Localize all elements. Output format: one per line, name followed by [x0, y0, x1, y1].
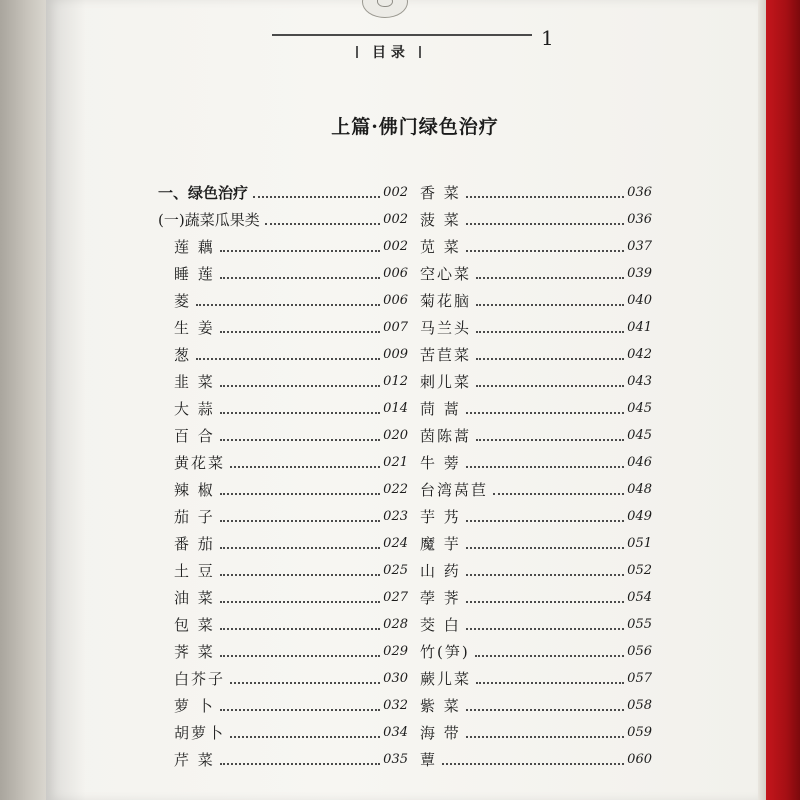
- toc-entry-label: 番 茄: [174, 535, 215, 553]
- toc-entry-page: 023: [383, 509, 408, 524]
- header-title: 目 录: [372, 45, 405, 61]
- toc-entry-label: 蕈: [420, 751, 438, 769]
- toc-entry: [420, 662, 652, 689]
- toc-entry-page: 007: [383, 320, 408, 335]
- toc-entry: [158, 581, 408, 608]
- toc-entry: [420, 203, 652, 230]
- toc-entry-label: 生 姜: [174, 319, 215, 337]
- toc-entry: [420, 608, 652, 635]
- toc-entry-page: 055: [627, 617, 652, 632]
- toc-dot-leader: [466, 412, 624, 414]
- toc-entry: [158, 392, 408, 419]
- toc-entry-label: 香 菜: [420, 184, 461, 202]
- toc-entry-label: 海 带: [420, 724, 461, 742]
- toc-dot-leader: [466, 601, 624, 603]
- toc-entry-page: 059: [627, 725, 652, 740]
- toc-entry: [158, 527, 408, 554]
- toc-entry-page: 054: [627, 590, 652, 605]
- toc-entry-page: 020: [383, 428, 408, 443]
- toc-entry-page: 002: [383, 185, 408, 200]
- toc-entry-label: 牛 蒡: [420, 454, 461, 472]
- toc-dot-leader: [220, 763, 380, 765]
- toc-entry-label: 包 菜: [174, 616, 215, 634]
- toc-entry: [158, 662, 408, 689]
- toc-entry-label: 苦苣菜: [420, 346, 472, 364]
- toc-entry-page: 025: [383, 563, 408, 578]
- toc-entry: [158, 176, 408, 203]
- toc-entry-label: 蕨儿菜: [420, 670, 472, 688]
- toc-dot-leader: [466, 223, 624, 225]
- toc-entry-page: 056: [627, 644, 652, 659]
- toc-entry: [420, 635, 652, 662]
- toc-dot-leader: [220, 385, 380, 387]
- toc-entry: [420, 500, 652, 527]
- toc-dot-leader: [220, 439, 380, 441]
- toc-entry-page: 002: [383, 212, 408, 227]
- toc-entry-page: 042: [627, 347, 652, 362]
- toc-entry-label: 茄 子: [174, 508, 215, 526]
- toc-entry-label: 睡 莲: [174, 265, 215, 283]
- toc-dot-leader: [476, 304, 624, 306]
- toc-dot-leader: [476, 358, 624, 360]
- toc-entry-page: 048: [627, 482, 652, 497]
- toc-entry-label: 刺儿菜: [420, 373, 472, 391]
- toc-entry: [158, 716, 408, 743]
- toc-entry-label: 辣 椒: [174, 481, 215, 499]
- toc-entry-page: 022: [383, 482, 408, 497]
- toc-entry-page: 030: [383, 671, 408, 686]
- toc-left-column: [158, 176, 408, 770]
- toc-entry-label: 大 蒜: [174, 400, 215, 418]
- toc-dot-leader: [476, 385, 624, 387]
- toc-entry-label: 紫 菜: [420, 697, 461, 715]
- toc-entry: [158, 608, 408, 635]
- toc-dot-leader: [442, 763, 624, 765]
- toc-entry-label: 茼 蒿: [420, 400, 461, 418]
- toc-dot-leader: [196, 304, 380, 306]
- toc-entry: [158, 554, 408, 581]
- toc-entry-page: 043: [627, 374, 652, 389]
- toc-dot-leader: [196, 358, 380, 360]
- left-page-edge: [0, 0, 46, 800]
- toc-dot-leader: [230, 682, 380, 684]
- toc-entry-label: (一)蔬菜瓜果类: [158, 211, 260, 229]
- toc-entry: [158, 689, 408, 716]
- toc-entry: [158, 500, 408, 527]
- toc-dot-leader: [476, 439, 624, 441]
- toc-entry: [420, 716, 652, 743]
- toc-entry-label: 油 菜: [174, 589, 215, 607]
- toc-dot-leader: [476, 331, 624, 333]
- toc-dot-leader: [220, 250, 380, 252]
- toc-entry: [158, 419, 408, 446]
- toc-dot-leader: [476, 682, 624, 684]
- toc-dot-leader: [230, 466, 380, 468]
- toc-dot-leader: [220, 331, 380, 333]
- toc-entry: [420, 743, 652, 770]
- toc-dot-leader: [466, 736, 624, 738]
- section-title: 上篇·佛门绿色治疗: [331, 116, 499, 138]
- toc-entry-page: 049: [627, 509, 652, 524]
- toc-entry-page: 046: [627, 455, 652, 470]
- toc-entry-page: 039: [627, 266, 652, 281]
- toc-entry-page: 009: [383, 347, 408, 362]
- toc-dot-leader: [220, 601, 380, 603]
- toc-entry: [420, 689, 652, 716]
- toc-entry-label: 百 合: [174, 427, 215, 445]
- toc-entry-page: 032: [383, 698, 408, 713]
- toc-entry-label: 菠 菜: [420, 211, 461, 229]
- toc-dot-leader: [466, 709, 624, 711]
- toc-entry-label: 韭 菜: [174, 373, 215, 391]
- toc-entry: [420, 365, 652, 392]
- toc-dot-leader: [220, 493, 380, 495]
- toc-entry-page: 006: [383, 293, 408, 308]
- toc-entry: [420, 446, 652, 473]
- toc-entry: [420, 527, 652, 554]
- header-bar-left: [356, 46, 358, 58]
- toc-entry-label: 芋 艿: [420, 508, 461, 526]
- toc-entry: [158, 743, 408, 770]
- running-header: [356, 40, 496, 64]
- toc-entry: [420, 473, 652, 500]
- toc-entry-page: 045: [627, 401, 652, 416]
- toc-entry-page: 028: [383, 617, 408, 632]
- toc-entry: [158, 311, 408, 338]
- toc-entry: [158, 203, 408, 230]
- toc-entry-label: 莲 藕: [174, 238, 215, 256]
- toc-dot-leader: [466, 466, 624, 468]
- toc-entry-page: 037: [627, 239, 652, 254]
- toc-entry-page: 002: [383, 239, 408, 254]
- toc-entry-page: 041: [627, 320, 652, 335]
- toc-entry: [158, 230, 408, 257]
- toc-dot-leader: [220, 412, 380, 414]
- toc-entry: [420, 230, 652, 257]
- toc-dot-leader: [466, 520, 624, 522]
- toc-entry-label: 荸 荠: [420, 589, 461, 607]
- toc-entry-label: 胡萝卜: [174, 724, 226, 742]
- toc-entry-label: 魔 芋: [420, 535, 461, 553]
- toc-entry-page: 014: [383, 401, 408, 416]
- toc-entry-page: 060: [627, 752, 652, 767]
- toc-entry-label: 苋 菜: [420, 238, 461, 256]
- toc-dot-leader: [466, 628, 624, 630]
- toc-entry-label: 茭 白: [420, 616, 461, 634]
- toc-entry-label: 菊花脑: [420, 292, 472, 310]
- toc-dot-leader: [220, 628, 380, 630]
- toc-entry: [420, 176, 652, 203]
- toc-entry-label: 土 豆: [174, 562, 215, 580]
- toc-entry: [158, 257, 408, 284]
- toc-entry-page: 021: [383, 455, 408, 470]
- toc-entry-page: 006: [383, 266, 408, 281]
- toc-entry: [158, 635, 408, 662]
- header-bar-right: [419, 46, 421, 58]
- toc-dot-leader: [220, 709, 380, 711]
- toc-entry: [420, 581, 652, 608]
- toc-entry-label: 葱: [174, 346, 192, 364]
- toc-entry-label: 竹(笋): [420, 643, 470, 661]
- toc-entry-label: 芹 菜: [174, 751, 215, 769]
- toc-entry-label: 黄花菜: [174, 454, 226, 472]
- toc-dot-leader: [476, 277, 624, 279]
- toc-dot-leader: [466, 250, 624, 252]
- toc-entry-page: 036: [627, 212, 652, 227]
- toc-entry: [420, 554, 652, 581]
- toc-entry: [420, 338, 652, 365]
- toc-entry-page: 036: [627, 185, 652, 200]
- toc-entry: [158, 284, 408, 311]
- toc-entry-label: 一、绿色治疗: [158, 184, 249, 202]
- toc-entry: [420, 284, 652, 311]
- toc-dot-leader: [466, 547, 624, 549]
- toc-entry-page: 045: [627, 428, 652, 443]
- toc-dot-leader: [220, 547, 380, 549]
- toc-dot-leader: [220, 655, 380, 657]
- toc-entry-label: 茵陈蒿: [420, 427, 472, 445]
- toc-entry-label: 荠 菜: [174, 643, 215, 661]
- toc-dot-leader: [253, 196, 380, 198]
- toc-entry-page: 012: [383, 374, 408, 389]
- toc-entry-page: 040: [627, 293, 652, 308]
- page-edge: [758, 0, 766, 800]
- toc-entry: [158, 365, 408, 392]
- toc-entry-page: 057: [627, 671, 652, 686]
- toc-dot-leader: [220, 277, 380, 279]
- toc-entry-page: 058: [627, 698, 652, 713]
- toc-entry: [158, 446, 408, 473]
- toc-entry-label: 空心菜: [420, 265, 472, 283]
- toc-dot-leader: [466, 196, 624, 198]
- toc-dot-leader: [475, 655, 624, 657]
- toc-entry: [420, 419, 652, 446]
- toc-dot-leader: [493, 493, 624, 495]
- toc-entry-label: 萝 卜: [174, 697, 215, 715]
- toc-entry: [420, 257, 652, 284]
- toc-dot-leader: [220, 574, 380, 576]
- toc-entry: [158, 338, 408, 365]
- toc-entry-page: 029: [383, 644, 408, 659]
- toc-entry-page: 027: [383, 590, 408, 605]
- toc-entry-page: 051: [627, 536, 652, 551]
- toc-dot-leader: [230, 736, 380, 738]
- toc-entry: [420, 311, 652, 338]
- toc-dot-leader: [220, 520, 380, 522]
- toc-entry-label: 马兰头: [420, 319, 472, 337]
- toc-entry-label: 白芥子: [174, 670, 226, 688]
- toc-entry-page: 052: [627, 563, 652, 578]
- toc-dot-leader: [265, 223, 380, 225]
- toc-right-column: [420, 176, 652, 770]
- toc-entry: [158, 473, 408, 500]
- red-book-cover: [766, 0, 800, 800]
- toc-entry: [420, 392, 652, 419]
- spine-shadow: [46, 0, 86, 800]
- toc-dot-leader: [466, 574, 624, 576]
- toc-entry-label: 山 药: [420, 562, 461, 580]
- toc-entry-label: 菱: [174, 292, 192, 310]
- toc-entry-page: 035: [383, 752, 408, 767]
- page-number: 1: [541, 26, 554, 50]
- header-rule: [272, 34, 532, 36]
- toc-entry-label: 台湾莴苣: [420, 481, 489, 499]
- toc-entry-page: 034: [383, 725, 408, 740]
- toc-entry-page: 024: [383, 536, 408, 551]
